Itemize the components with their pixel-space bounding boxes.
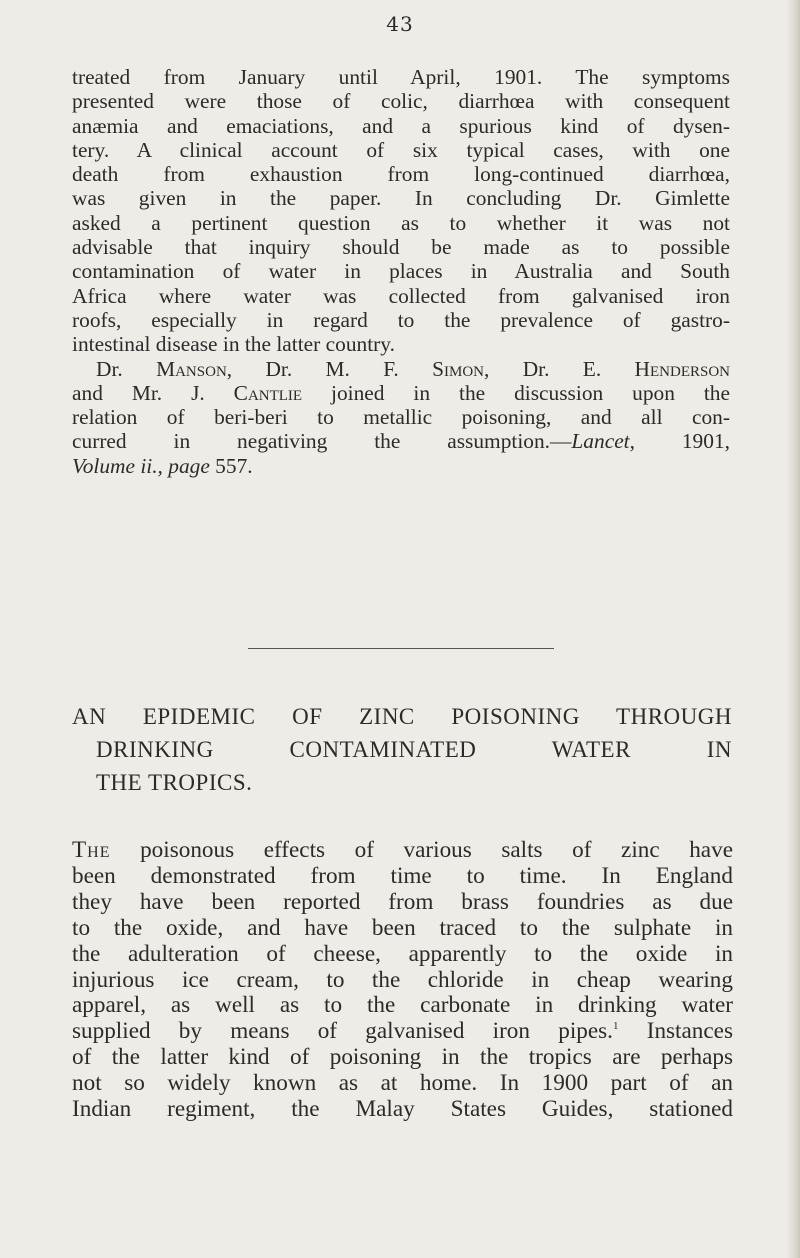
text-run: supplied by means of galvanised iron pipes.: [72, 1018, 613, 1045]
paragraph-case-report: [72, 65, 730, 478]
text-line: contamination of water in places in Australia and South: [72, 259, 730, 284]
text-line: roofs, especially in regard to the prevalence of gastro-: [72, 307, 730, 332]
text-run: , Dr. M. F.: [226, 356, 433, 381]
discussion-line: [72, 381, 730, 405]
text-line: they have been reported from brass foundries as due: [72, 888, 733, 915]
text-line: not so widely known as at home. In 1900 part of an: [72, 1070, 733, 1097]
discussion-line: relation of beri-beri to metallic poisoning, and all con-: [72, 405, 730, 430]
citation-volume: Volume ii., page: [72, 453, 210, 478]
text-run: joined in the discussion upon the: [302, 380, 730, 405]
text-line: tery. A clinical account of six typical cases, with one: [72, 137, 730, 162]
text-line: the adulteration of cheese, apparently to the oxide in: [72, 940, 733, 967]
page-number: 43: [386, 12, 414, 36]
heading-line: THE TROPICS.: [96, 770, 253, 795]
section-divider: [248, 648, 554, 649]
footnote-mark: 1: [612, 1020, 619, 1033]
text-line: apparel, as well as to the carbonate in drinking water: [72, 992, 733, 1019]
text-line: treated from January until April, 1901. The symptoms: [72, 65, 730, 89]
text-run: , 1901,: [629, 429, 730, 454]
discussion-line: [72, 357, 730, 381]
citation-line: [72, 454, 730, 478]
text-line: Indian regiment, the Malay States Guides, stationed: [72, 1096, 733, 1123]
text-line: of the latter kind of poisoning in the tropics are perhaps: [72, 1044, 733, 1071]
name-cantlie: Cantlie: [233, 380, 303, 405]
discussion-line: [72, 429, 730, 453]
lead-word: The: [72, 837, 111, 863]
text-line: been demonstrated from time to time. In England: [72, 862, 733, 889]
text-line: death from exhaustion from long-continued diarrhœa,: [72, 162, 730, 187]
text-line: [72, 838, 733, 864]
name-manson: Manson: [156, 356, 227, 381]
text-line: intestinal disease in the latter country.: [72, 332, 395, 357]
text-line: to the oxide, and have been traced to the sulphate in: [72, 914, 733, 941]
text-line: Africa where water was collected from galvanised iron: [72, 283, 730, 308]
text-line: [72, 1019, 733, 1045]
text-run: poisonous effects of various salts of zinc have: [110, 837, 733, 863]
citation-page: 557.: [209, 453, 253, 478]
text-run: Instances: [618, 1018, 733, 1045]
text-line: was given in the paper. In concluding Dr. Gimlette: [72, 186, 730, 211]
text-run: and Mr. J.: [72, 380, 234, 405]
text-line: anæmia and emaciations, and a spurious kind of dysen-: [72, 113, 730, 138]
page-edge-shadow: [786, 0, 800, 1258]
text-run: Dr.: [96, 356, 157, 381]
paragraph-zinc-poisoning: [72, 838, 733, 1123]
text-run: , Dr. E.: [484, 356, 635, 381]
name-henderson: Henderson: [634, 356, 730, 381]
text-line: advisable that inquiry should be made as to possible: [72, 235, 730, 260]
heading-line: DRINKING CONTAMINATED WATER IN: [96, 737, 732, 762]
heading-line: AN EPIDEMIC OF ZINC POISONING THROUGH: [72, 704, 732, 729]
citation-journal: Lancet: [571, 429, 630, 454]
text-line: presented were those of colic, diarrhœa with consequent: [72, 89, 730, 114]
name-simon: Simon: [432, 356, 485, 381]
section-heading: [72, 700, 732, 799]
text-line: asked a pertinent question as to whether it was not: [72, 210, 730, 235]
text-line: injurious ice cream, to the chloride in cheap wearing: [72, 966, 733, 993]
text-run: curred in negativing the assumption.—: [72, 429, 572, 454]
